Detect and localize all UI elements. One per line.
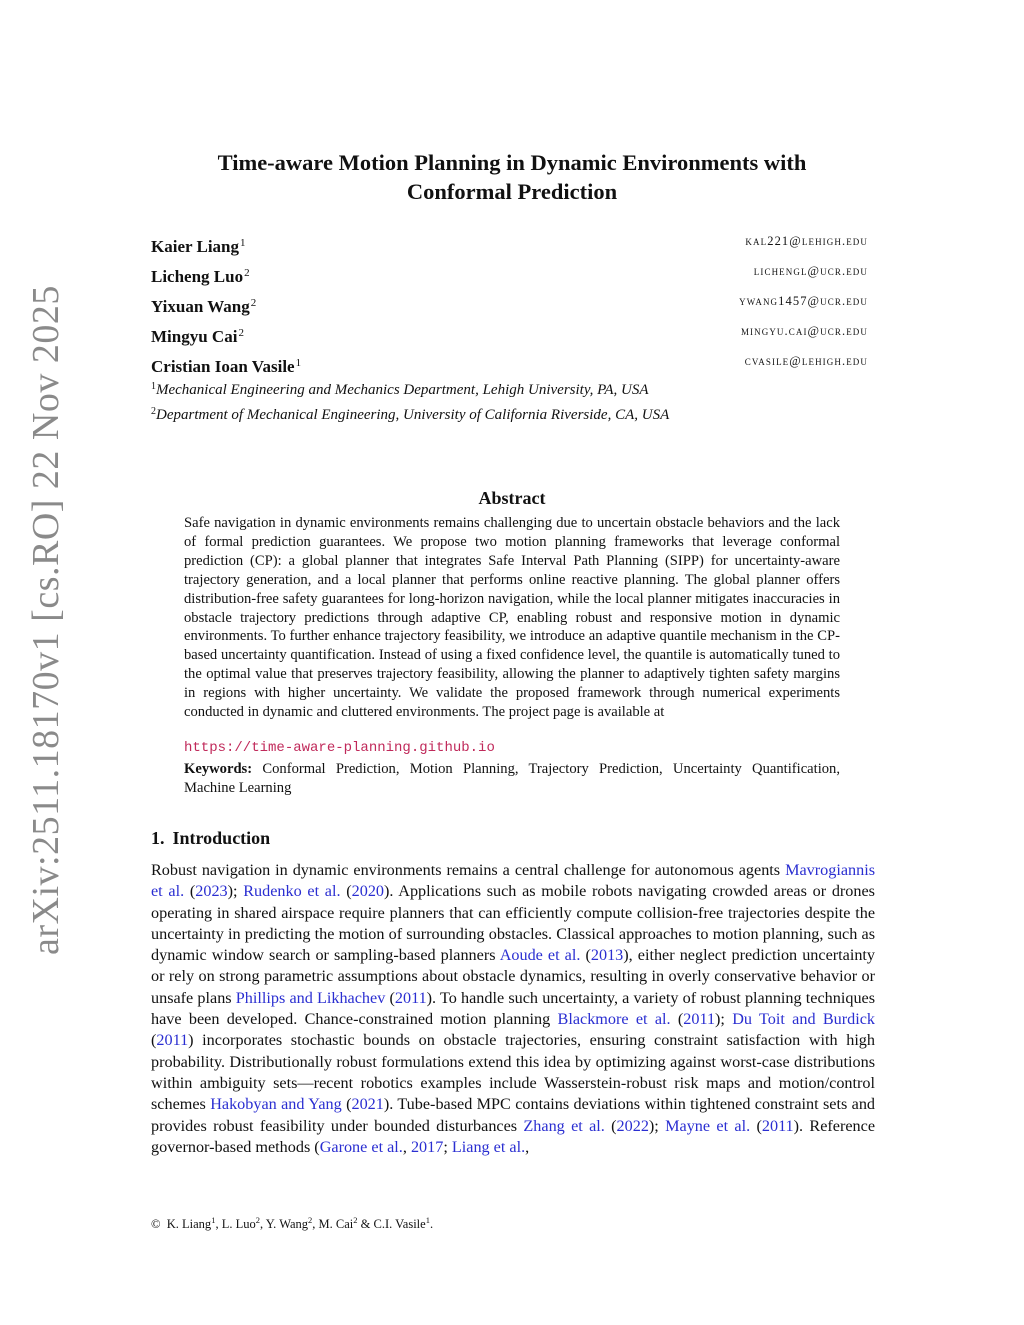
paper-title xyxy=(150,148,874,206)
citation-link[interactable]: Liang et al. xyxy=(451,1137,526,1156)
author-list xyxy=(151,232,873,382)
citation-year-link[interactable]: 2011 xyxy=(156,1031,189,1050)
citation-year-link[interactable]: 2017 xyxy=(410,1137,444,1156)
citation-link[interactable]: Aoude et al. xyxy=(499,946,581,965)
arxiv-identifier: arXiv:2511.18170v1 [cs.RO] 22 Nov 2025 xyxy=(25,285,67,955)
author-email[interactable]: mingyu.cai@ucr.edu xyxy=(740,324,868,338)
affiliations xyxy=(151,376,873,426)
author-email[interactable]: ywang1457@ucr.edu xyxy=(739,294,868,308)
citation-link[interactable]: Zhang et al. xyxy=(523,1116,605,1135)
citation-year-link[interactable]: 2011 xyxy=(761,1116,794,1135)
affiliation: $^1$Mechanical Engineering and Mechanics Department, Lehigh University, PA, USA xyxy=(151,381,649,398)
keywords xyxy=(184,760,840,798)
citation-year-link[interactable]: 2023 xyxy=(195,882,228,901)
author-email[interactable]: lichengl@ucr.edu xyxy=(753,264,868,278)
abstract-heading: Abstract xyxy=(478,488,546,508)
citation-year-link[interactable]: 2013 xyxy=(590,946,624,965)
title-line-1: Time-aware Motion Planning in Dynamic Environments with xyxy=(217,150,807,175)
citation-link[interactable]: Du Toit and Burdick xyxy=(732,1010,875,1029)
project-page-link[interactable]: https://time-aware-planning.github.io xyxy=(184,740,495,756)
copyright-footer: © K. Liang$^1$, L. Luo$^2$, Y. Wang$^2$, M. Cai$^2$ & C.I. Vasile$^1$. xyxy=(151,1215,434,1231)
citation-link[interactable]: Hakobyan and Yang xyxy=(210,1095,342,1114)
citation-year-link[interactable]: 2020 xyxy=(351,882,385,901)
author-name: Licheng Luo$^2$ xyxy=(151,267,250,286)
author-email[interactable]: kal221@lehigh.edu xyxy=(745,234,868,248)
author-name: Cristian Ioan Vasile$^1$ xyxy=(151,357,302,376)
author-name: Mingyu Cai$^2$ xyxy=(151,327,244,346)
citation-link[interactable]: Rudenko et al. xyxy=(243,882,341,901)
affiliation: $^2$Department of Mechanical Engineering, University of California Riverside, CA, USA xyxy=(151,406,670,423)
author-email[interactable]: cvasile@lehigh.edu xyxy=(744,354,868,368)
section-heading: 1. Introduction xyxy=(151,828,271,848)
author-row xyxy=(151,232,873,262)
author-name: Yixuan Wang$^2$ xyxy=(151,297,257,316)
copyright-symbol: © xyxy=(151,1217,161,1231)
author-row xyxy=(151,322,873,352)
citation-year-link[interactable]: 2022 xyxy=(616,1116,649,1135)
introduction-paragraph: Robust navigation in dynamic environments remains a central challenge for autonomous agents Mavrogiannis et al. (2023); Rudenko et al. (2020). Applications such as mobile robots navigating crowded areas or drones operating in shared airspace require planners that can efficiently compute collision-free trajectories despite the uncertainty in predicting the motion of surrounding obstacles. Classical approaches to motion planning, such as dynamic window search or sampling-based planners Aoude et al. (2013), either neglect prediction uncertainty or rely on strong parametric assumptions about obstacle dynamics, resulting in overly conservative behavior or unsafe plans Phillips and Likhachev (2011). To handle such uncertainty, a variety of robust planning techniques have been developed. Chance-constrained motion planning Blackmore et al. (2011); Du Toit and Burdick (2011) incorporates stochastic bounds on obstacle trajectories, ensuring constraint satisfaction with high probability. Distributionally robust formulations extend this idea by optimizing against worst-case distributions within ambiguity sets—recent robotics examples include Wasserstein-robust risk maps and motion/control schemes Hakobyan and Yang (2021). Tube-based MPC contains deviations within tightened constraint sets and provides robust feasibility under bounded disturbances Zhang et al. (2022); Mayne et al. (2011). Reference governor-based methods (Garone et al., 2017; Liang et al., xyxy=(151,861,876,1156)
title-line-2: Conformal Prediction xyxy=(406,179,618,204)
keywords-text: Conformal Prediction, Motion Planning, Trajectory Prediction, Uncertainty Quantification, Machine Learning xyxy=(184,761,840,796)
citation-year-link[interactable]: 2011 xyxy=(683,1010,716,1029)
citation-year-link[interactable]: 2011 xyxy=(394,988,427,1007)
citation-link[interactable]: Phillips and Likhachev xyxy=(235,988,386,1007)
abstract-body: Safe navigation in dynamic environments remains challenging due to uncertain obstacle behaviors and the lack of formal prediction guarantees. We propose two motion planning frameworks that leverage conformal prediction (CP): a global planner that integrates Safe Interval Path Planning (SIPP) for uncertainty-aware trajectory generation, and a local planner that performs online reactive planning. The global planner offers distribution-free safety guarantees for long-horizon navigation, while the local planner mitigates inaccuracies in obstacle trajectory predictions through adaptive CP, enabling robust and responsive motion in dynamic environments. To further enhance trajectory feasibility, we introduce an adaptive quantile mechanism in the CP-based uncertainty quantification. Instead of using a fixed confidence level, the quantile is automatically tuned to the optimal value that preserves trajectory feasibility, allowing the planner to adaptively tighten safety margins in regions with higher uncertainty. We validate the proposed framework through numerical experiments conducted in dynamic and cluttered environments. The project page is available at xyxy=(184,515,840,721)
citation-link[interactable]: Mavrogiannis et al. xyxy=(151,861,875,901)
citation-link[interactable]: Garone et al. xyxy=(319,1137,403,1156)
citation-year-link[interactable]: 2021 xyxy=(351,1095,384,1114)
author-row xyxy=(151,262,873,292)
author-name: Kaier Liang$^1$ xyxy=(151,237,246,256)
keywords-label: Keywords: xyxy=(184,761,253,777)
author-row xyxy=(151,292,873,322)
citation-link[interactable]: Mayne et al. xyxy=(665,1116,751,1135)
citation-link[interactable]: Blackmore et al. xyxy=(557,1010,671,1029)
